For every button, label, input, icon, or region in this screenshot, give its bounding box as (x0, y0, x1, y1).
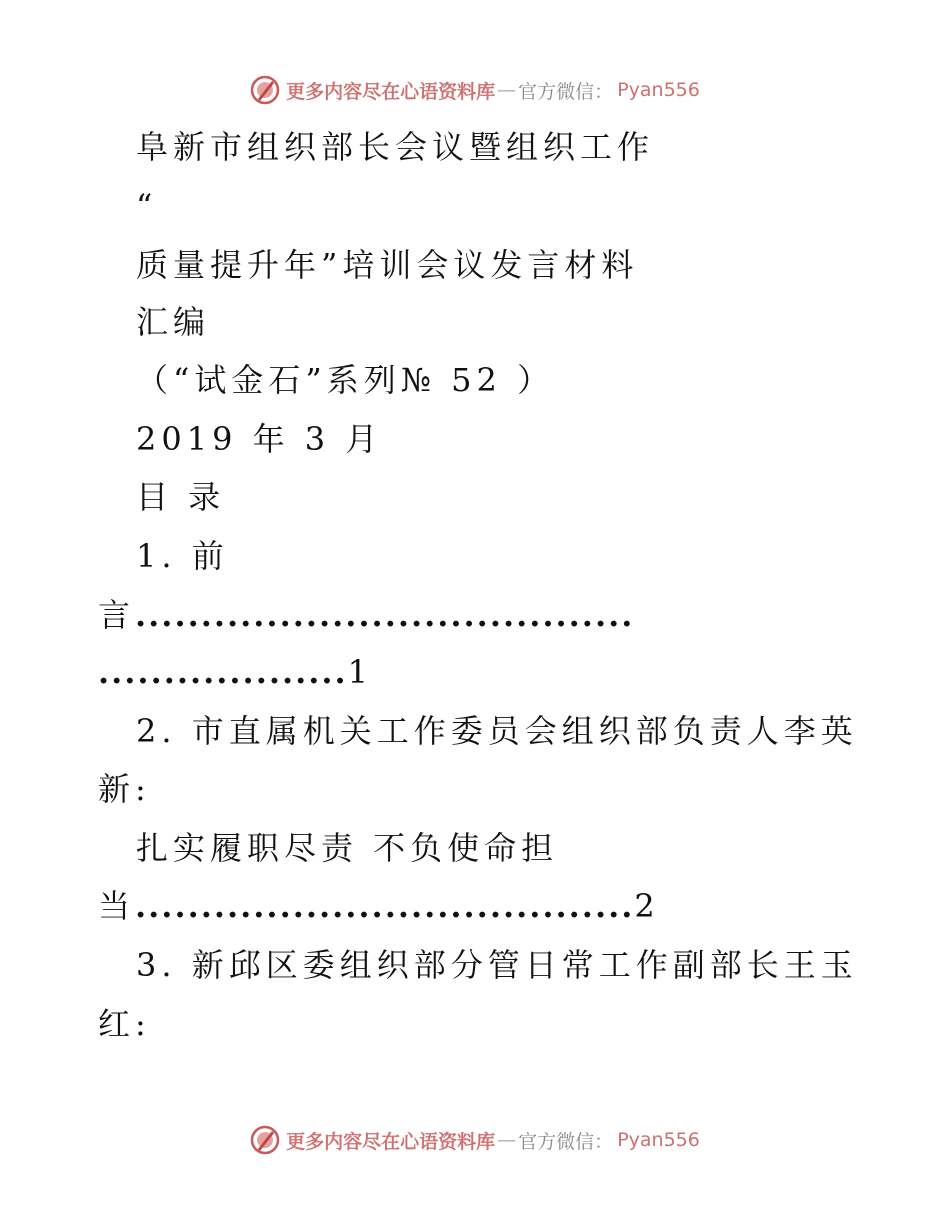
toc-item-2-subtitle-part-1: 扎实履职尽责 不负使命担 (136, 829, 559, 867)
document-title-line-1: 阜新市组织部长会议暨组织工作 (136, 128, 655, 166)
toc-item-1-leader-line-1 (98, 595, 634, 635)
watermark-dash: — (497, 1129, 517, 1151)
document-title-open-quote: “ (136, 187, 158, 225)
watermark-sub-text: 官方微信： (518, 1130, 614, 1153)
toc-item-2-title-part-1: 市直属机关工作委员会组织部负责人李英 (191, 712, 858, 750)
document-date: 2019 年 3 月 (136, 420, 383, 458)
toc-item-1-number: 1. (136, 537, 177, 575)
watermark-wechat-id: Pyan556 (617, 1129, 700, 1151)
document-series: （“试金石”系列№ 52 ） (136, 361, 555, 399)
watermark-main-text: 更多内容尽在心语资料库 (286, 1130, 496, 1153)
toc-item-2-page: 2 (634, 887, 660, 925)
watermark-dash: — (497, 79, 517, 101)
watermark-sub-text: 官方微信： (518, 80, 614, 103)
watermark-main-text: 更多内容尽在心语资料库 (286, 80, 496, 103)
toc-item-3-title-part-1: 新邱区委组织部分管日常工作副部长王玉 (191, 946, 858, 984)
toc-item-1-title-part-1: 前 (191, 537, 229, 575)
toc-item-1-heading (136, 536, 229, 576)
toc-item-2-subtitle-part-2: 当 (98, 887, 136, 925)
pen-logo-icon (250, 1125, 280, 1155)
watermark-wechat-id: Pyan556 (617, 79, 700, 101)
footer-watermark (0, 1120, 950, 1160)
toc-item-1-dots-1: ...................................... (135, 596, 635, 634)
toc-item-2-heading (136, 711, 858, 751)
header-watermark (0, 70, 950, 110)
toc-item-1-title-part-2: 言 (98, 596, 136, 634)
toc-item-2-number: 2. (136, 712, 177, 750)
toc-heading: 目 录 (136, 478, 226, 516)
toc-item-2-dots: ...................................... (135, 887, 635, 925)
toc-item-1-leader-line-2 (98, 652, 373, 692)
toc-item-2-title-part-2: 新: (98, 770, 151, 808)
pen-logo-icon (250, 75, 280, 105)
document-title-line-2: 质量提升年”培训会议发言材料 (136, 246, 639, 284)
toc-item-3-number: 3. (136, 946, 177, 984)
toc-item-1-page: 1 (347, 653, 374, 691)
toc-item-3-title-part-2: 红: (98, 1005, 151, 1043)
toc-item-1-dots-2: ................... (98, 653, 348, 691)
toc-item-2-leader-line (98, 886, 660, 926)
toc-item-3-heading (136, 945, 858, 985)
document-title-line-3: 汇编 (136, 303, 211, 341)
